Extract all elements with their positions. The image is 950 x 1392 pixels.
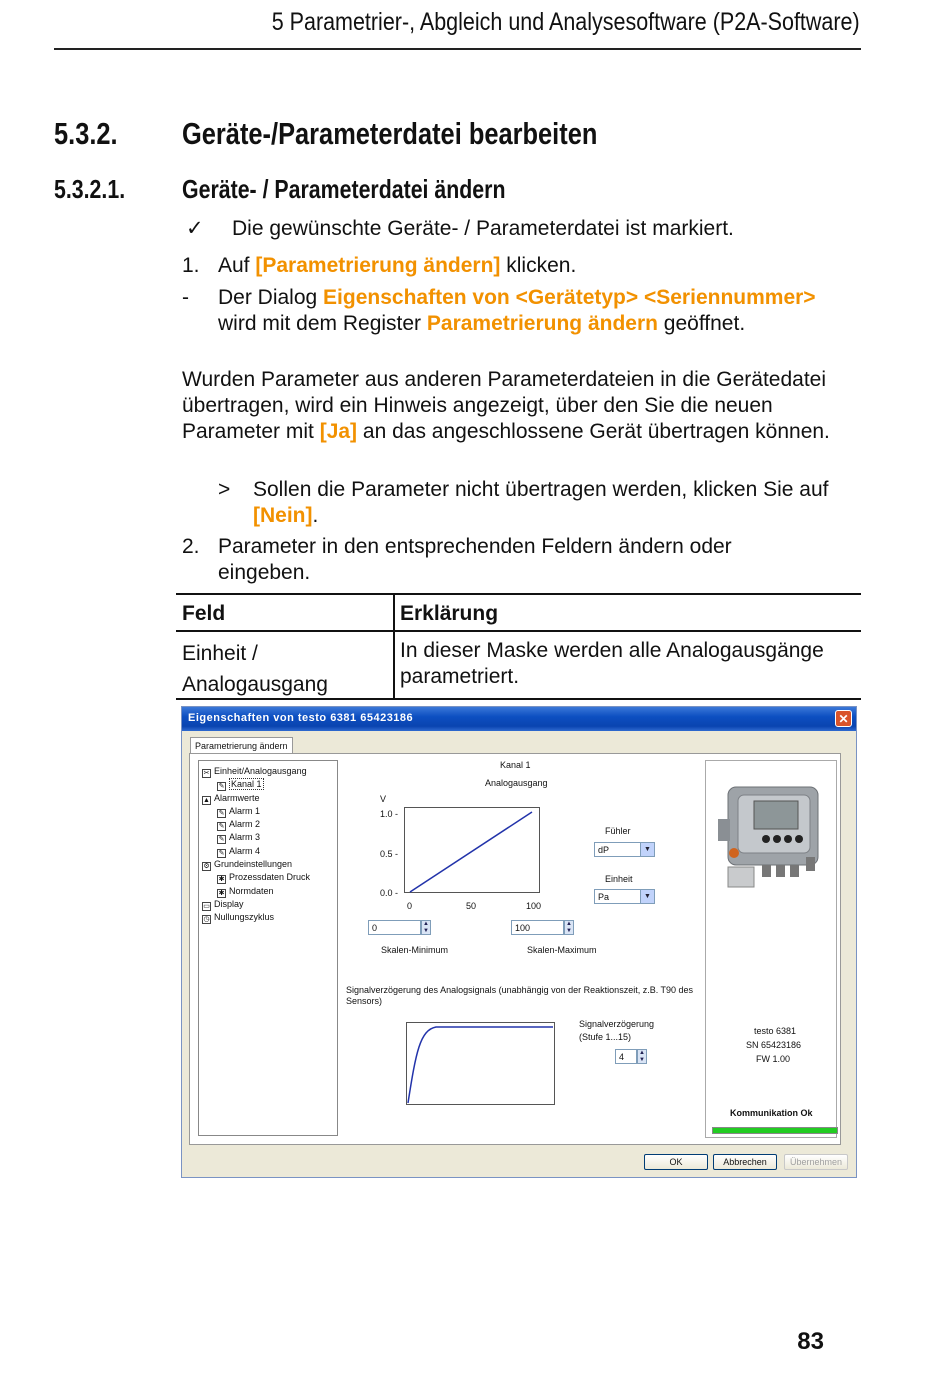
tree-item-label: Kanal 1 bbox=[231, 779, 262, 790]
tree-item-label: Display bbox=[214, 898, 244, 909]
delay-description: Signalverzögerung des Analogsignals (unabhängig von der Reaktionszeit, z.B. T90 des Sensors) bbox=[346, 985, 694, 1006]
delay-spinner[interactable]: ▲ ▼ bbox=[637, 1049, 647, 1064]
table-column-divider bbox=[393, 593, 395, 700]
chart-x-tick-1: 0 bbox=[407, 901, 413, 911]
step1-number: 1. bbox=[182, 254, 200, 277]
field-line-1: Einheit / bbox=[182, 642, 258, 665]
wrench-icon: ✱ bbox=[218, 876, 225, 884]
tree-item-label: Grundeinstellungen bbox=[214, 859, 293, 870]
properties-dialog bbox=[181, 706, 857, 1178]
chart-icon: ▲ bbox=[203, 796, 210, 804]
scale-max-label: Skalen-Maximum bbox=[527, 945, 597, 955]
tree-item-label: Nullungszyklus bbox=[214, 912, 275, 923]
apply-button[interactable]: Übernehmen bbox=[784, 1154, 848, 1170]
table-cell-explanation: In dieser Maske werden alle Analogausgänge parametriert. bbox=[400, 639, 824, 688]
ui-ref-dialog-name: Eigenschaften von <Gerätetyp> <Seriennummer> bbox=[323, 286, 816, 309]
table-header-feld: Feld bbox=[182, 602, 226, 625]
chart-y-tick-3: 0.0 - bbox=[380, 888, 399, 898]
ui-ref-register: Parametrierung ändern bbox=[426, 312, 658, 335]
tree-item[interactable] bbox=[202, 858, 310, 871]
tree-item[interactable] bbox=[202, 831, 310, 844]
tree-item[interactable] bbox=[202, 818, 310, 831]
header-rule bbox=[54, 48, 861, 50]
tree-item[interactable] bbox=[202, 778, 310, 791]
tree-item[interactable] bbox=[202, 792, 310, 805]
ui-ref-nein: [Nein] bbox=[253, 504, 313, 527]
step2-text: Parameter in den entsprechenden Feldern ändern oder eingeben. bbox=[218, 535, 732, 584]
dialog-title: Eigenschaften von testo 6381 65423186 bbox=[188, 712, 414, 724]
chevron-down-icon[interactable]: ▼ bbox=[640, 890, 654, 903]
close-icon[interactable]: ✕ bbox=[835, 710, 852, 727]
scale-min-input[interactable]: 0 bbox=[368, 920, 421, 935]
table-cell-field bbox=[182, 638, 328, 700]
delay-label-2: (Stufe 1...15) bbox=[579, 1032, 632, 1042]
table-top-rule bbox=[176, 593, 861, 595]
display-icon: ▭ bbox=[203, 902, 210, 910]
edit-icon: ✎ bbox=[218, 836, 225, 844]
chart-subtitle: Analogausgang bbox=[485, 778, 548, 788]
tree-item-label: Alarmwerte bbox=[214, 792, 260, 803]
unit-label: Einheit bbox=[605, 874, 633, 884]
chevron-down-icon[interactable]: ▼ bbox=[640, 843, 654, 856]
chart-y-tick-1: 1.0 - bbox=[380, 809, 399, 819]
result-text: Der Dialog Eigenschaften von <Gerätetyp> <Seriennummer> wird mit dem Register Parametrierung ändern geöffnet. bbox=[218, 286, 816, 335]
step2-number: 2. bbox=[182, 535, 200, 558]
ok-button[interactable]: OK bbox=[644, 1154, 708, 1170]
table-header-rule bbox=[176, 630, 861, 632]
status-bar bbox=[712, 1127, 838, 1134]
ui-ref-parametrierung-aendern: [Parametrierung ändern] bbox=[255, 254, 501, 277]
sensor-label: Fühler bbox=[605, 826, 631, 836]
tools-icon: ✂ bbox=[203, 770, 210, 777]
dialog-titlebar bbox=[182, 707, 856, 731]
scale-min-spinner[interactable]: ▲ ▼ bbox=[421, 920, 431, 935]
device-firmware: FW 1.00 bbox=[756, 1054, 791, 1064]
device-serial: SN 65423186 bbox=[746, 1040, 802, 1050]
edit-icon: ✎ bbox=[218, 783, 225, 791]
clock-icon: ◷ bbox=[203, 916, 210, 924]
result-dash: - bbox=[182, 286, 189, 309]
wrench-icon: ✱ bbox=[218, 889, 225, 897]
tab-parametrierung-aendern[interactable]: Parametrierung ändern bbox=[190, 737, 293, 754]
edit-icon: ✎ bbox=[218, 849, 225, 857]
alt-text: Sollen die Parameter nicht übertragen werden, klicken Sie auf [Nein]. bbox=[253, 478, 829, 527]
edit-icon: ✎ bbox=[218, 823, 225, 831]
status-bar-fill bbox=[713, 1128, 837, 1133]
subsection-number: 5.3.2.1. bbox=[54, 174, 126, 204]
table-header-erklaerung: Erklärung bbox=[400, 602, 499, 625]
chart-y-tick-2: 0.5 - bbox=[380, 849, 399, 859]
chart-x-tick-3: 100 bbox=[526, 901, 542, 911]
tree-item[interactable] bbox=[202, 845, 310, 858]
tree-item[interactable] bbox=[202, 911, 310, 924]
delay-input[interactable]: 4 bbox=[615, 1049, 637, 1064]
tab-panel bbox=[189, 753, 841, 1145]
device-model: testo 6381 bbox=[754, 1026, 797, 1036]
transmitter-device-image bbox=[714, 779, 826, 894]
running-header: 5 Parametrier-, Abgleich und Analysesoftware (P2A-Software) bbox=[272, 8, 860, 36]
tree-item[interactable] bbox=[202, 805, 310, 818]
delay-label-1: Signalverzögerung bbox=[579, 1019, 655, 1029]
status-text: Kommunikation Ok bbox=[730, 1108, 813, 1118]
tree-item[interactable] bbox=[202, 765, 310, 778]
unit-value: Pa bbox=[598, 892, 610, 902]
tree-item-label: Alarm 2 bbox=[229, 819, 261, 830]
sensor-select[interactable] bbox=[594, 842, 655, 857]
scale-max-spinner[interactable]: ▲ ▼ bbox=[564, 920, 574, 935]
chart-y-unit: V bbox=[380, 794, 387, 804]
tree-item-label: Normdaten bbox=[229, 885, 274, 896]
chart-title: Kanal 1 bbox=[500, 760, 531, 770]
tree-item-label: Einheit/Analogausgang bbox=[214, 766, 307, 776]
settings-icon: ⚙ bbox=[203, 863, 210, 871]
prereq-text: Die gewünschte Geräte- / Parameterdatei ist markiert. bbox=[232, 217, 734, 240]
tree-item-label: Alarm 1 bbox=[229, 805, 261, 816]
device-info-panel bbox=[705, 760, 837, 1138]
section-number: 5.3.2. bbox=[54, 116, 118, 151]
tree-item-label: Alarm 3 bbox=[229, 832, 261, 843]
unit-select[interactable] bbox=[594, 889, 655, 904]
chart-x-tick-2: 50 bbox=[466, 901, 477, 911]
scale-max-input[interactable]: 100 bbox=[511, 920, 564, 935]
section-title: Geräte-/Parameterdatei bearbeiten bbox=[182, 116, 598, 151]
prereq-check-icon: ✓ bbox=[186, 217, 204, 240]
step1-text: Auf [Parametrierung ändern] klicken. bbox=[218, 254, 577, 277]
alt-marker: > bbox=[218, 478, 231, 501]
subsection-title: Geräte- / Parameterdatei ändern bbox=[182, 174, 506, 204]
ui-ref-ja: [Ja] bbox=[319, 420, 358, 443]
page-number: 83 bbox=[797, 1328, 824, 1355]
tree-item[interactable] bbox=[202, 871, 310, 884]
tree-item-label: Alarm 4 bbox=[229, 845, 261, 856]
edit-icon: ✎ bbox=[218, 809, 225, 817]
sensor-value: dP bbox=[598, 845, 610, 855]
tree-item[interactable] bbox=[202, 885, 310, 898]
scale-min-label: Skalen-Minimum bbox=[381, 945, 449, 955]
hint-paragraph: Wurden Parameter aus anderen Parameterdateien in die Gerätedatei übertragen, wird ein Hinweis angezeigt, über den Sie die neuen Parameter mit [Ja] an das angeschlossene Gerät übertragen können. bbox=[182, 368, 830, 443]
cancel-button[interactable]: Abbrechen bbox=[713, 1154, 777, 1170]
field-line-2: Analogausgang bbox=[182, 673, 328, 696]
tree-item-label: Prozessdaten Druck bbox=[229, 872, 311, 883]
tree-item[interactable] bbox=[202, 898, 310, 911]
analog-output-graph bbox=[404, 807, 554, 899]
delay-response-graph bbox=[406, 1022, 556, 1106]
settings-tree bbox=[198, 760, 338, 1136]
